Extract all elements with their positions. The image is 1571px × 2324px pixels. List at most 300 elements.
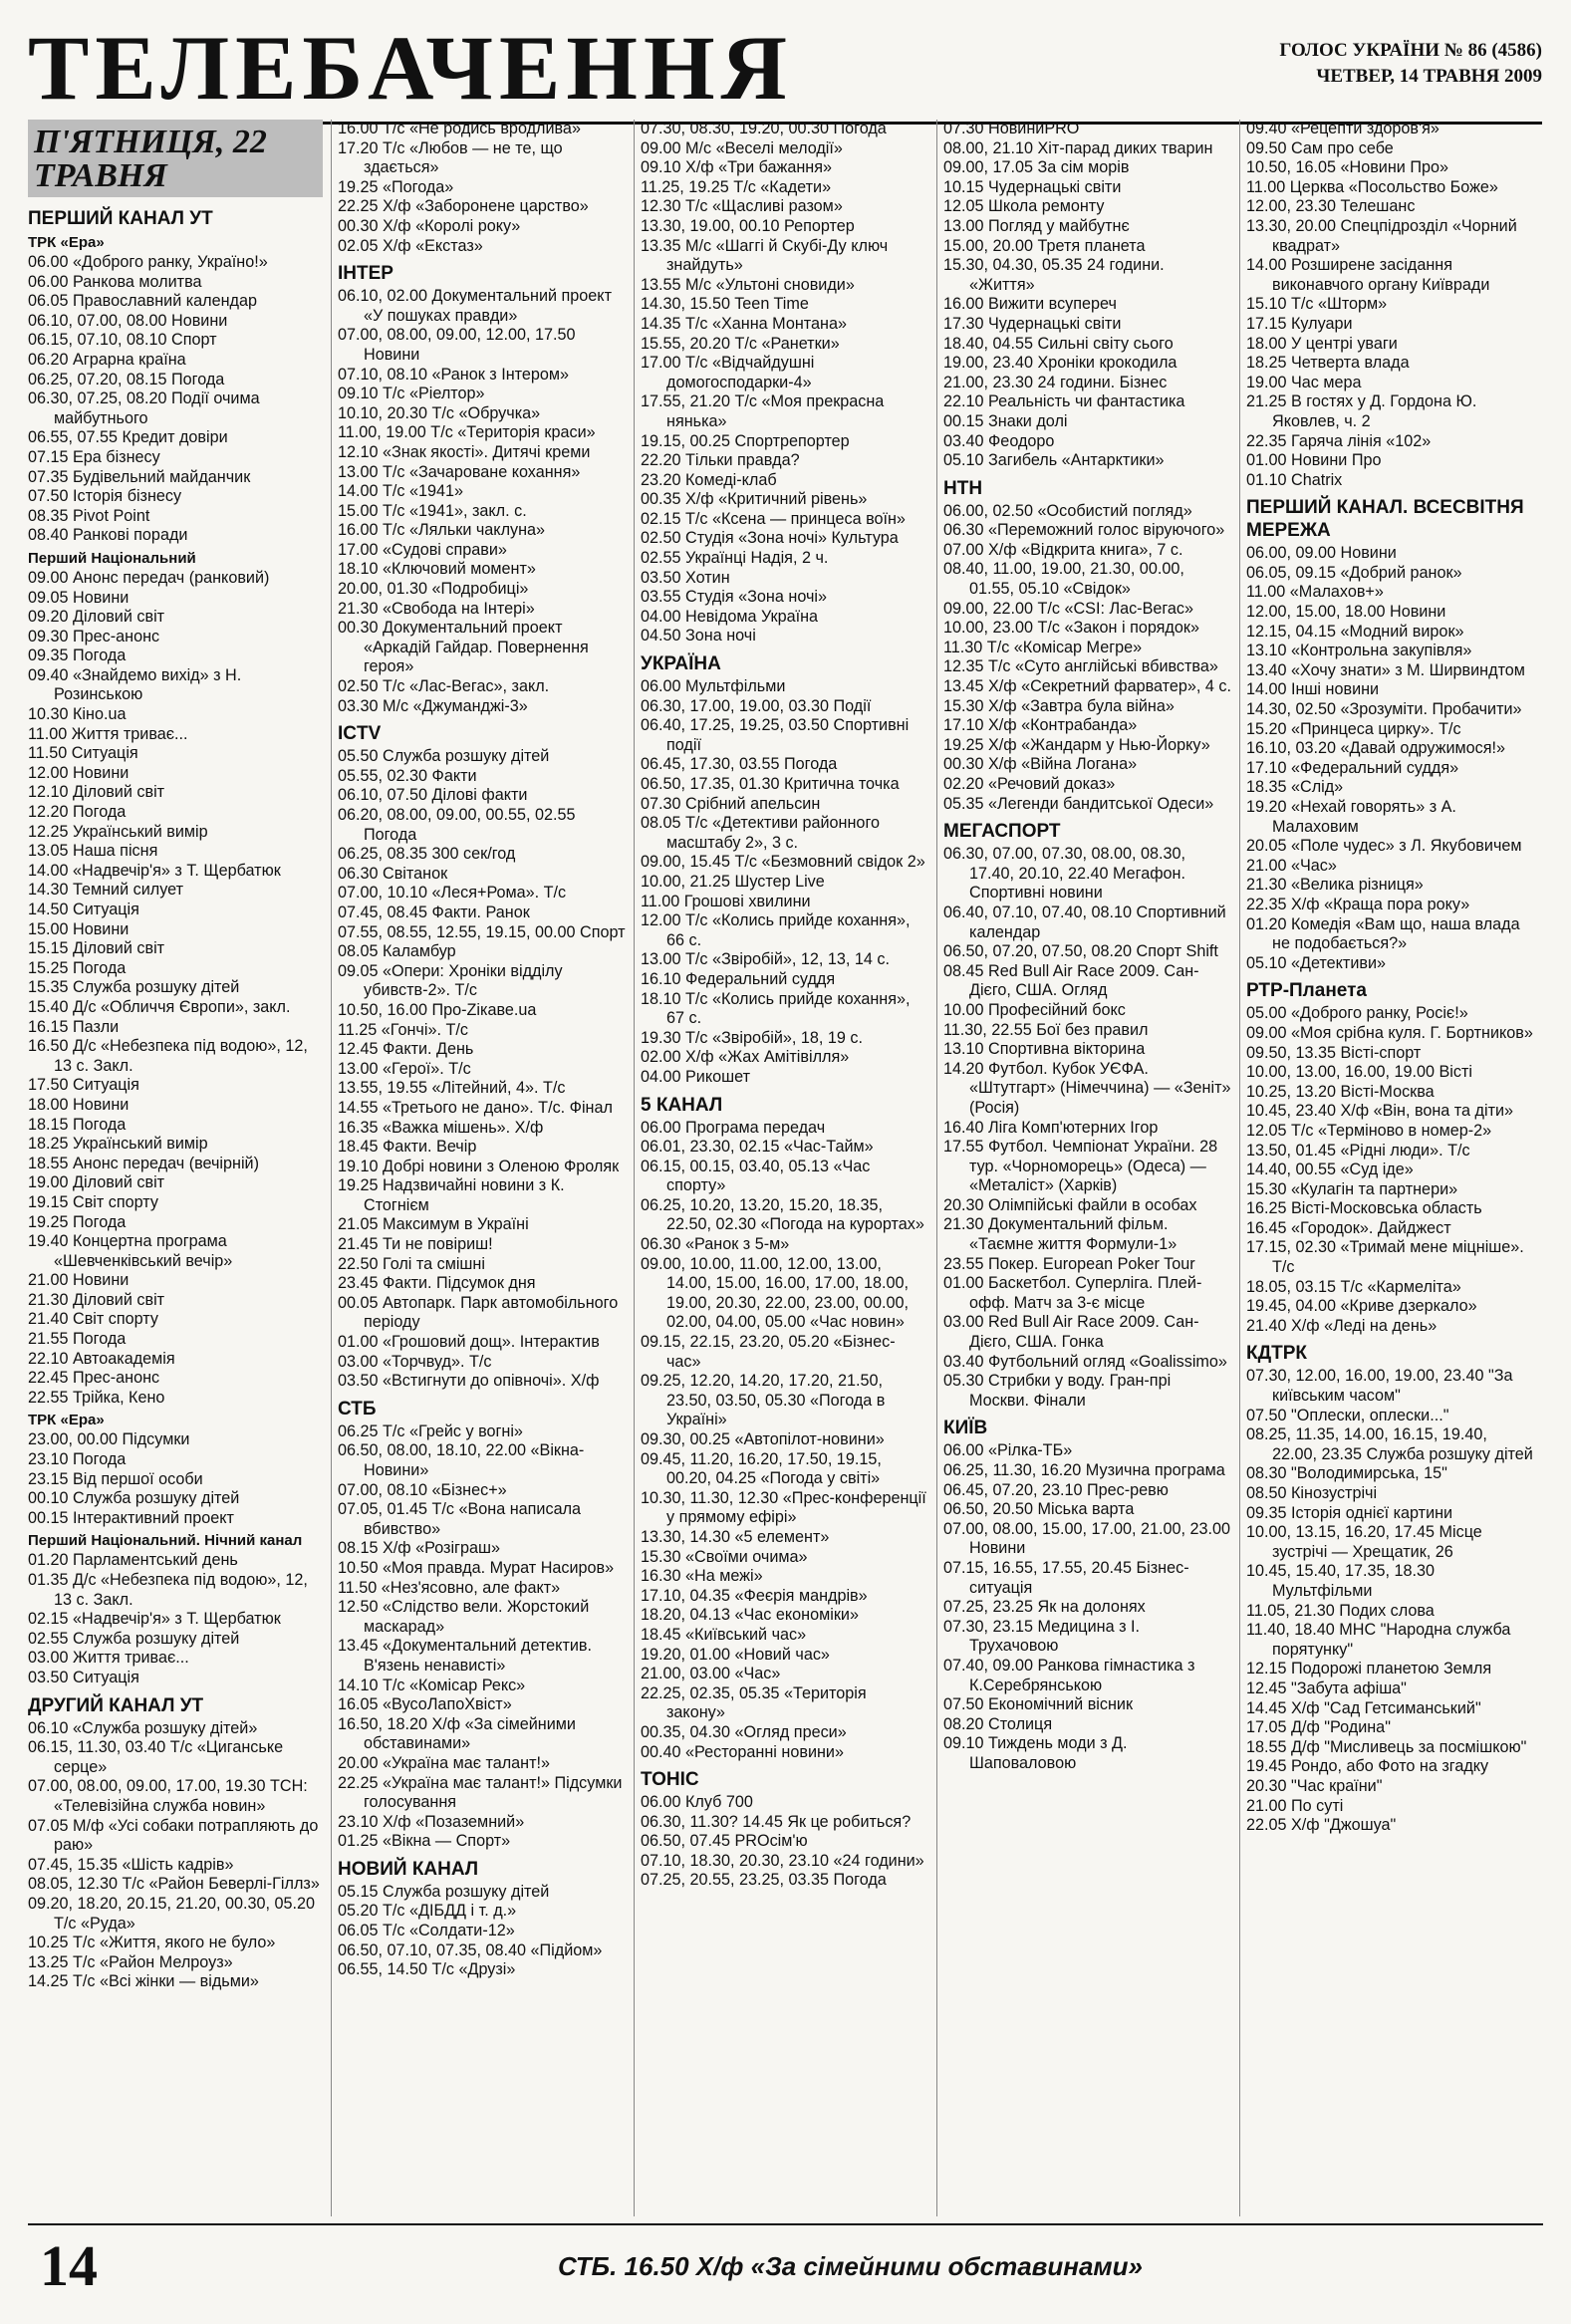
program-entry: 00.10 Служба розшуку дітей bbox=[28, 1489, 240, 1508]
program-entry: 01.00 «Грошовий дощ». Інтерактив bbox=[338, 1333, 600, 1352]
channel-name: ICTV bbox=[338, 723, 382, 745]
program-entry: 06.30, 07.00, 07.30, 08.00, 08.30, 17.40, 20.10, 22.40 Мегафон. Спортивні новини bbox=[943, 845, 1186, 903]
program-entry: 09.05 «Опери: Хроніки відділу убивств-2». Т/с bbox=[338, 961, 563, 1000]
program-entry: 22.50 Голі та смішні bbox=[338, 1254, 485, 1273]
program-entry: 22.35 Х/ф «Краща пора року» bbox=[1246, 895, 1470, 913]
program-entry: 08.40, 11.00, 19.00, 21.30, 00.00, 01.55, 05.10 «Свідок» bbox=[943, 560, 1184, 599]
program-entry: 14.00 Розширене засідання виконавчого органу Київради bbox=[1246, 256, 1490, 294]
program-entry: 15.00 Т/с «1941», закл. с. bbox=[338, 501, 527, 520]
channel-subheading: ТРК «Ера» bbox=[28, 234, 105, 251]
program-entry: 10.00, 13.15, 16.20, 17.45 Місце зустрічі — Хрещатик, 26 bbox=[1246, 1523, 1482, 1561]
program-entry: 21.30 Діловий світ bbox=[28, 1290, 165, 1309]
program-entry: 06.15, 11.30, 03.40 Т/с «Циганське серце» bbox=[28, 1738, 284, 1776]
program-entry: 17.15, 02.30 «Тримай мене міцніше». Т/с bbox=[1246, 1238, 1524, 1277]
program-entry: 02.50 Студія «Зона ночі» Культура bbox=[641, 529, 899, 548]
program-entry: 11.50 «Нез'ясовно, але факт» bbox=[338, 1578, 561, 1597]
program-entry: 05.20 Т/с «ДІБДД і т. д.» bbox=[338, 1902, 517, 1921]
day-heading: П'ЯТНИЦЯ, 22 ТРАВНЯ bbox=[28, 120, 323, 197]
program-entry: 10.45, 23.40 Х/ф «Він, вона та діти» bbox=[1246, 1102, 1514, 1121]
program-entry: 16.10, 03.20 «Давай одружимося!» bbox=[1246, 739, 1505, 758]
program-entry: 17.10 Х/ф «Контрабанда» bbox=[943, 716, 1138, 735]
program-entry: 09.00 М/с «Веселі мелодії» bbox=[641, 138, 843, 157]
program-entry: 22.25 «Україна має талант!» Підсумки голосування bbox=[338, 1773, 623, 1812]
program-entry: 21.30 Документальний фільм. «Таємне життя Формули-1» bbox=[943, 1215, 1178, 1254]
program-entry: 14.45 Х/ф "Сад Гетсиманський" bbox=[1246, 1698, 1481, 1717]
program-entry: 07.30 НовиниPRO bbox=[943, 120, 1080, 137]
program-entry: 13.10 «Контрольна закупівля» bbox=[1246, 642, 1472, 660]
program-entry: 17.10 «Федеральний суддя» bbox=[1246, 758, 1459, 777]
program-entry: 09.30 Прес-анонс bbox=[28, 627, 160, 646]
program-entry: 19.40 Концертна програма «Шевченківський вечір» bbox=[28, 1232, 233, 1270]
program-entry: 10.50, 16.05 «Новини Про» bbox=[1246, 158, 1448, 177]
program-entry: 10.15 Чудернацькі світи bbox=[943, 177, 1122, 196]
program-entry: 10.50 «Моя правда. Мурат Насиров» bbox=[338, 1558, 615, 1577]
program-entry: 06.05, 09.15 «Добрий ранок» bbox=[1246, 563, 1462, 582]
program-entry: 07.05, 01.45 Т/с «Вона написала вбивство» bbox=[338, 1500, 582, 1538]
program-entry: 06.00 Програма передач bbox=[641, 1118, 826, 1137]
program-entry: 13.45 Х/ф «Секретний фарватер», 4 с. bbox=[943, 677, 1232, 696]
program-entry: 05.30 Стрибки у воду. Гран-прі Москви. Фінали bbox=[943, 1372, 1172, 1410]
program-entry: 16.05 «ВусоЛапоХвіст» bbox=[338, 1695, 512, 1714]
program-entry: 12.00, 15.00, 18.00 Новини bbox=[1246, 603, 1446, 622]
program-entry: 06.50, 07.10, 07.35, 08.40 «Підйом» bbox=[338, 1940, 603, 1959]
program-entry: 07.00, 08.00, 15.00, 17.00, 21.00, 23.00 Новини bbox=[943, 1519, 1231, 1558]
program-entry: 11.30 Т/с «Комісар Мегре» bbox=[943, 638, 1143, 656]
program-entry: 10.10, 20.30 Т/с «Обручка» bbox=[338, 403, 541, 422]
program-entry: 03.00 Red Bull Air Race 2009. Сан-Дієго, США. Гонка bbox=[943, 1313, 1199, 1352]
program-entry: 06.00 Клуб 700 bbox=[641, 1793, 753, 1812]
program-entry: 07.30, 08.30, 19.20, 00.30 Погода bbox=[641, 120, 887, 137]
program-entry: 04.00 Невідома Україна bbox=[641, 607, 819, 626]
program-entry: 14.55 «Третього не дано». Т/с. Фінал bbox=[338, 1098, 613, 1117]
publication-issue: ГОЛОС УКРАЇНИ № 86 (4586) bbox=[1279, 40, 1542, 61]
program-entry: 14.30, 15.50 Teen Time bbox=[641, 295, 809, 314]
program-entry: 13.00 «Герої». Т/с bbox=[338, 1059, 471, 1078]
program-entry: 22.20 Тільки правда? bbox=[641, 451, 800, 470]
program-entry: 20.05 «Поле чудес» з Л. Якубовичем bbox=[1246, 837, 1522, 856]
program-entry: 06.05 Т/с «Солдати-12» bbox=[338, 1922, 515, 1940]
program-entry: 09.00 «Моя срібна куля. Г. Бортников» bbox=[1246, 1023, 1533, 1042]
program-entry: 12.00 Новини bbox=[28, 763, 130, 782]
issue-info bbox=[1279, 38, 1542, 90]
program-entry: 10.00, 13.00, 16.00, 19.00 Вісті bbox=[1246, 1063, 1473, 1082]
program-entry: 06.25, 08.35 300 сек/год bbox=[338, 845, 516, 864]
program-entry: 16.10 Федеральний суддя bbox=[641, 969, 836, 988]
program-entry: 07.10, 18.30, 20.30, 23.10 «24 години» bbox=[641, 1851, 924, 1870]
program-entry: 13.00 Погляд у майбутнє bbox=[943, 216, 1130, 235]
program-entry: 13.50, 01.45 «Рідні люди». Т/с bbox=[1246, 1141, 1470, 1160]
program-entry: 21.45 Ти не повіриш! bbox=[338, 1235, 493, 1254]
program-entry: 12.15 Подорожі планетою Земля bbox=[1246, 1660, 1492, 1678]
program-entry: 06.45, 07.20, 23.10 Прес-ревю bbox=[943, 1480, 1169, 1499]
program-entry: 00.30 Документальний проект «Аркадій Гайдар. Повернення героя» bbox=[338, 619, 589, 676]
program-entry: 07.25, 23.25 Як на долонях bbox=[943, 1598, 1146, 1617]
program-entry: 06.10, 07.00, 08.00 Новини bbox=[28, 311, 228, 330]
program-entry: 00.15 Інтерактивний проект bbox=[28, 1508, 234, 1527]
program-entry: 09.10 Т/с «Ріелтор» bbox=[338, 385, 485, 403]
channel-subheading: ТРК «Ера» bbox=[28, 1412, 105, 1429]
program-entry: 09.00, 15.45 Т/с «Безмовний свідок 2» bbox=[641, 853, 925, 872]
program-entry: 06.50, 07.45 PROсім'ю bbox=[641, 1832, 808, 1851]
program-entry: 06.30, 17.00, 19.00, 03.30 Події bbox=[641, 696, 872, 715]
program-entry: 07.15 Ера бізнесу bbox=[28, 447, 160, 466]
program-entry: 06.01, 23.30, 02.15 «Час-Тайм» bbox=[641, 1138, 874, 1157]
program-entry: 06.15, 07.10, 08.10 Спорт bbox=[28, 331, 217, 350]
program-entry: 18.45 Факти. Вечір bbox=[338, 1138, 477, 1157]
program-entry: 19.15, 00.25 Спортрепортер bbox=[641, 431, 850, 450]
program-entry: 17.15 Кулуари bbox=[1246, 314, 1353, 333]
program-entry: 16.15 Пазли bbox=[28, 1017, 120, 1036]
program-entry: 05.35 «Легенди бандитської Одеси» bbox=[943, 794, 1214, 813]
program-entry: 00.35, 04.30 «Огляд преси» bbox=[641, 1722, 847, 1741]
program-entry: 11.00 Життя триває... bbox=[28, 724, 188, 743]
channel-name: НТН bbox=[943, 477, 983, 499]
program-entry: 06.00 «Доброго ранку, Україно!» bbox=[28, 253, 268, 271]
program-entry: 14.35 Т/с «Ханна Монтана» bbox=[641, 314, 847, 333]
program-entry: 21.05 Максимум в Україні bbox=[338, 1215, 529, 1234]
program-entry: 02.55 Українці Надія, 2 ч. bbox=[641, 549, 829, 568]
program-entry: 10.00 Професійний бокс bbox=[943, 1000, 1126, 1019]
program-entry: 18.00 Новини bbox=[28, 1095, 130, 1114]
program-entry: 05.55, 02.30 Факти bbox=[338, 766, 477, 785]
program-entry: 14.00 Т/с «1941» bbox=[338, 482, 463, 501]
program-entry: 15.55, 20.20 Т/с «Ранетки» bbox=[641, 334, 840, 353]
program-entry: 10.25, 13.20 Вісті-Москва bbox=[1246, 1082, 1435, 1101]
program-entry: 09.40 «Знайдемо вихід» з Н. Розинською bbox=[28, 665, 242, 704]
program-entry: 02.50 Т/с «Лас-Вегас», закл. bbox=[338, 677, 550, 696]
listing-column-5 bbox=[1239, 120, 1542, 2216]
program-entry: 06.25, 11.30, 16.20 Музична програма bbox=[943, 1461, 1225, 1479]
program-entry: 17.30 Чудернацькі світи bbox=[943, 314, 1122, 333]
program-entry: 22.25 Х/ф «Заборонене царство» bbox=[338, 197, 589, 216]
program-entry: 12.05 Школа ремонту bbox=[943, 197, 1105, 216]
program-entry: 12.25 Український вимір bbox=[28, 822, 208, 841]
program-entry: 04.50 Зона ночі bbox=[641, 627, 756, 646]
program-entry: 09.45, 11.20, 16.20, 17.50, 19.15, 00.20, 04.25 «Погода у світі» bbox=[641, 1449, 882, 1488]
program-entry: 22.55 Трійка, Кено bbox=[28, 1388, 165, 1407]
program-entry: 07.30 Срібний апельсин bbox=[641, 794, 821, 813]
program-entry: 22.05 Х/ф "Джошуа" bbox=[1246, 1816, 1397, 1835]
program-entry: 08.35 Pivot Point bbox=[28, 506, 150, 525]
program-entry: 03.40 Феодоро bbox=[943, 431, 1055, 450]
program-entry: 18.35 «Слід» bbox=[1246, 778, 1344, 797]
program-entry: 21.00 Новини bbox=[28, 1271, 130, 1290]
program-entry: 07.35 Будівельний майданчик bbox=[28, 467, 251, 486]
program-entry: 12.45 Факти. День bbox=[338, 1040, 474, 1059]
program-entry: 16.00 Вижити всупереч bbox=[943, 295, 1117, 314]
program-entry: 11.25 «Гончі». Т/с bbox=[338, 1020, 468, 1039]
program-entry: 09.35 Погода bbox=[28, 646, 127, 665]
program-entry: 05.10 «Детективи» bbox=[1246, 953, 1387, 972]
program-entry: 08.15 Х/ф «Розіграш» bbox=[338, 1539, 500, 1558]
program-entry: 12.00 Т/с «Колись прийде кохання», 66 с. bbox=[641, 911, 911, 949]
program-entry: 21.40 Х/ф «Леді на день» bbox=[1246, 1316, 1438, 1335]
program-entry: 15.30 «Своїми очима» bbox=[641, 1547, 808, 1566]
program-entry: 12.15, 04.15 «Модний вирок» bbox=[1246, 622, 1464, 641]
program-entry: 20.00 «Україна має талант!» bbox=[338, 1753, 551, 1772]
program-entry: 18.05, 03.15 Т/с «Кармеліта» bbox=[1246, 1277, 1461, 1296]
program-entry: 21.00 «Час» bbox=[1246, 856, 1337, 875]
program-entry: 06.40, 17.25, 19.25, 03.50 Спортивні події bbox=[641, 716, 910, 754]
program-entry: 07.00, 08.10 «Бізнес+» bbox=[338, 1480, 507, 1499]
program-entry: 18.40, 04.55 Сильні світу сього bbox=[943, 334, 1174, 353]
program-entry: 13.45 «Документальний детектив. В'язень ненависті» bbox=[338, 1637, 593, 1675]
program-entry: 14.20 Футбол. Кубок УЄФА. «Штутгарт» (Німеччина) — «Зеніт» (Росія) bbox=[943, 1059, 1231, 1117]
program-entry: 13.30, 14.30 «5 елемент» bbox=[641, 1527, 830, 1546]
program-entry: 08.05, 12.30 Т/с «Район Беверлі-Гіллз» bbox=[28, 1875, 320, 1894]
program-entry: 13.25 Т/с «Район Мелроуз» bbox=[28, 1952, 233, 1971]
program-entry: 11.05, 21.30 Подих слова bbox=[1246, 1601, 1435, 1620]
channel-name: КИЇВ bbox=[943, 1418, 988, 1439]
channel-name: ПЕРШИЙ КАНАЛ УТ bbox=[28, 208, 213, 229]
program-entry: 06.50, 20.50 Міська варта bbox=[943, 1500, 1135, 1519]
program-entry: 06.20, 08.00, 09.00, 00.55, 02.55 Погода bbox=[338, 806, 576, 844]
program-entry: 14.00 Інші новини bbox=[1246, 680, 1380, 699]
program-entry: 13.30, 20.00 Спецпідрозділ «Чорний квадрат» bbox=[1246, 216, 1517, 255]
program-entry: 15.25 Погода bbox=[28, 958, 127, 977]
program-entry: 05.50 Служба розшуку дітей bbox=[338, 747, 550, 766]
program-entry: 08.40 Ранкові поради bbox=[28, 526, 188, 545]
program-entry: 19.20, 01.00 «Новий час» bbox=[641, 1645, 830, 1664]
program-entry: 18.55 Анонс передач (вечірній) bbox=[28, 1154, 259, 1172]
program-entry: 17.05 Д/ф "Родина" bbox=[1246, 1718, 1391, 1737]
program-entry: 00.35 Х/ф «Критичний рівень» bbox=[641, 490, 868, 509]
program-entry: 01.25 «Вікна — Спорт» bbox=[338, 1832, 511, 1851]
program-entry: 05.10 Загибель «Антарктики» bbox=[943, 451, 1165, 470]
program-entry: 11.00 Церква «Посольство Боже» bbox=[1246, 177, 1498, 196]
program-entry: 01.35 Д/с «Небезпека під водою», 12, 13 с. Закл. bbox=[28, 1571, 308, 1609]
program-entry: 13.30, 19.00, 00.10 Репортер bbox=[641, 216, 855, 235]
program-entry: 13.55 М/с «Ультоні сновиди» bbox=[641, 275, 855, 294]
program-entry: 15.30, 04.30, 05.35 24 години. «Життя» bbox=[943, 256, 1165, 294]
program-entry: 16.50 Д/с «Небезпека під водою», 12, 13 с. Закл. bbox=[28, 1037, 308, 1075]
program-entry: 07.55, 08.55, 12.55, 19.15, 00.00 Спорт bbox=[338, 922, 626, 941]
program-entry: 16.00 Т/с «Не родись вродлива» bbox=[338, 120, 581, 137]
program-entry: 14.10 Т/с «Комісар Рекс» bbox=[338, 1676, 526, 1694]
program-entry: 19.45 Рондо, або Фото на згадку bbox=[1246, 1757, 1489, 1776]
program-entry: 06.30 «Ранок з 5-м» bbox=[641, 1235, 790, 1254]
program-entry: 01.00 Новини Про bbox=[1246, 451, 1382, 470]
program-entry: 09.00, 17.05 За сім морів bbox=[943, 158, 1130, 177]
program-entry: 00.30 Х/ф «Королі року» bbox=[338, 216, 521, 235]
program-entry: 01.10 Chatrix bbox=[1246, 470, 1343, 489]
program-entry: 09.00 Анонс передач (ранковий) bbox=[28, 568, 270, 587]
program-entry: 06.20 Аграрна країна bbox=[28, 350, 186, 369]
program-entry: 09.10 Тиждень моди з Д. Шаповаловою bbox=[943, 1734, 1128, 1772]
program-entry: 21.55 Погода bbox=[28, 1330, 127, 1349]
program-entry: 22.25, 02.35, 05.35 «Територія закону» bbox=[641, 1683, 867, 1722]
program-entry: 07.00, 08.00, 09.00, 12.00, 17.50 Новини bbox=[338, 326, 576, 364]
channel-name: НОВИЙ КАНАЛ bbox=[338, 1858, 479, 1880]
program-entry: 14.30 Темний силует bbox=[28, 881, 184, 900]
program-entry: 12.45 "Забута афіша" bbox=[1246, 1678, 1407, 1697]
channel-name: МЕГАСПОРТ bbox=[943, 821, 1061, 843]
program-entry: 20.30 Олімпійські файли в особах bbox=[943, 1195, 1197, 1214]
program-entry: 22.10 Реальність чи фантастика bbox=[943, 392, 1185, 411]
program-entry: 06.50, 17.35, 01.30 Критична точка bbox=[641, 775, 900, 793]
program-entry: 13.00 Т/с «Звіробій», 12, 13, 14 с. bbox=[641, 950, 890, 969]
program-entry: 16.40 Ліга Комп'ютерних Ігор bbox=[943, 1118, 1159, 1137]
program-entry: 15.00 Новини bbox=[28, 919, 130, 938]
program-entry: 02.05 Х/ф «Екстаз» bbox=[338, 236, 483, 255]
program-entry: 06.25 Т/с «Грейс у вогні» bbox=[338, 1421, 523, 1440]
program-entry: 23.10 Погода bbox=[28, 1450, 127, 1469]
program-entry: 21.40 Світ спорту bbox=[28, 1310, 159, 1329]
program-entry: 23.10 Х/ф «Позаземний» bbox=[338, 1812, 525, 1831]
program-entry: 01.20 Парламентський день bbox=[28, 1551, 238, 1570]
channel-name: РТР-Планета bbox=[1246, 980, 1367, 1002]
program-entry: 14.50 Ситуація bbox=[28, 901, 139, 918]
program-entry: 11.00, 19.00 Т/с «Територія краси» bbox=[338, 423, 596, 442]
program-entry: 07.40, 09.00 Ранкова гімнастика з К.Серебрянською bbox=[943, 1656, 1195, 1694]
program-entry: 22.35 Гаряча лінія «102» bbox=[1246, 431, 1432, 450]
program-entry: 15.00, 20.00 Третя планета bbox=[943, 236, 1146, 255]
listing-column-3 bbox=[634, 120, 936, 2216]
program-entry: 08.45 Red Bull Air Race 2009. Сан-Дієго, США. Огляд bbox=[943, 961, 1199, 1000]
program-entry: 18.15 Погода bbox=[28, 1115, 127, 1134]
program-entry: 08.50 Кінозустрічі bbox=[1246, 1484, 1378, 1502]
program-entry: 06.30, 11.30? 14.45 Як це робиться? bbox=[641, 1812, 912, 1831]
program-entry: 06.25, 07.20, 08.15 Погода bbox=[28, 370, 225, 388]
program-entry: 12.50 «Слідство вели. Жорстокий маскарад» bbox=[338, 1598, 590, 1636]
program-entry: 11.40, 18.40 МНС "Народна служба порятунку" bbox=[1246, 1621, 1511, 1659]
program-entry: 06.30, 07.25, 08.20 Події очима майбутнього bbox=[28, 389, 260, 427]
listing-column-2 bbox=[331, 120, 634, 2216]
program-entry: 06.10 «Служба розшуку дітей» bbox=[28, 1718, 258, 1737]
program-entry: 10.00, 21.25 Шустер Live bbox=[641, 872, 825, 891]
program-entry: 23.00, 00.00 Підсумки bbox=[28, 1430, 190, 1449]
program-entry: 21.30 «Свобода на Інтері» bbox=[338, 599, 535, 618]
program-entry: 18.25 Український вимір bbox=[28, 1135, 208, 1154]
program-entry: 21.00, 23.30 24 години. Бізнес bbox=[943, 373, 1168, 391]
program-entry: 15.40 Д/с «Обличчя Європи», закл. bbox=[28, 997, 291, 1016]
program-entry: 03.30 М/с «Джуманджі-3» bbox=[338, 696, 528, 715]
program-entry: 19.00 Час мера bbox=[1246, 373, 1362, 391]
program-entry: 19.20 «Нехай говорять» з А. Малаховим bbox=[1246, 798, 1456, 836]
program-entry: 06.30 Світанок bbox=[338, 864, 448, 883]
program-entry: 21.00, 03.00 «Час» bbox=[641, 1665, 781, 1683]
program-entry: 17.50 Ситуація bbox=[28, 1076, 139, 1095]
program-entry: 06.30 «Переможний голос віруючого» bbox=[943, 521, 1225, 540]
program-entry: 06.45, 17.30, 03.55 Погода bbox=[641, 755, 838, 774]
program-entry: 12.05 Т/с «Терміново в номер-2» bbox=[1246, 1121, 1492, 1140]
program-entry: 08.25, 11.35, 14.00, 16.15, 19.40, 22.00, 23.35 Служба розшуку дітей bbox=[1246, 1425, 1533, 1463]
program-entry: 05.00 «Доброго ранку, Росіє!» bbox=[1246, 1004, 1468, 1023]
program-entry: 04.00 Рикошет bbox=[641, 1067, 750, 1086]
program-entry: 15.30 Х/ф «Завтра була війна» bbox=[943, 696, 1175, 715]
program-entry: 09.25, 12.20, 14.20, 17.20, 21.50, 23.50, 03.50, 05.30 «Погода в Україні» bbox=[641, 1372, 886, 1429]
program-entry: 18.55 Д/ф "Мисливець за посмішкою" bbox=[1246, 1737, 1527, 1756]
program-entry: 02.55 Служба розшуку дітей bbox=[28, 1629, 240, 1648]
channel-name: ПЕРШИЙ КАНАЛ. ВСЕСВІТНЯ МЕРЕЖА bbox=[1246, 497, 1524, 542]
program-entry: 09.00, 22.00 Т/с «CSI: Лас-Вегас» bbox=[943, 599, 1194, 618]
program-entry: 10.30, 11.30, 12.30 «Прес-конференції у прямому ефірі» bbox=[641, 1488, 926, 1527]
program-entry: 19.25 Х/ф «Жандарм у Нью-Йорку» bbox=[943, 735, 1210, 754]
program-entry: 06.55, 07.55 Кредит довіри bbox=[28, 428, 228, 447]
program-entry: 07.50 Історія бізнесу bbox=[28, 487, 182, 506]
program-entry: 06.00, 09.00 Новини bbox=[1246, 544, 1397, 563]
program-entry: 19.10 Добрі новини з Оленою Фроляк bbox=[338, 1157, 620, 1175]
program-entry: 08.05 Каламбур bbox=[338, 942, 456, 961]
program-entry: 09.05 Новини bbox=[28, 588, 130, 607]
program-entry: 09.20, 18.20, 20.15, 21.20, 00.30, 05.20 Т/с «Руда» bbox=[28, 1894, 316, 1933]
program-entry: 22.45 Прес-анонс bbox=[28, 1369, 160, 1388]
program-entry: 23.15 Від першої особи bbox=[28, 1469, 203, 1488]
program-entry: 06.40, 07.10, 07.40, 08.10 Спортивний календар bbox=[943, 903, 1226, 941]
channel-name: ТОНІС bbox=[641, 1769, 699, 1791]
program-entry: 11.50 Ситуація bbox=[28, 744, 138, 763]
program-entry: 16.00 Т/с «Ляльки чаклуна» bbox=[338, 521, 546, 540]
program-entry: 03.50 Хотин bbox=[641, 568, 730, 587]
channel-subheading: Перший Національний. Нічний канал bbox=[28, 1532, 303, 1550]
program-entry: 12.35 Т/с «Суто англійські вбивства» bbox=[943, 657, 1218, 676]
program-entry: 14.30, 02.50 «Зрозуміти. Пробачити» bbox=[1246, 700, 1522, 719]
program-entry: 09.35 Історія однієї картини bbox=[1246, 1503, 1453, 1522]
program-entry: 06.15, 00.15, 03.40, 05.13 «Час спорту» bbox=[641, 1157, 871, 1195]
program-entry: 10.30 Кіно.ua bbox=[28, 705, 127, 724]
program-entry: 07.15, 16.55, 17.55, 20.45 Бізнес-ситуація bbox=[943, 1558, 1189, 1597]
program-entry: 19.15 Світ спорту bbox=[28, 1192, 159, 1211]
program-entry: 20.30 "Час країни" bbox=[1246, 1776, 1383, 1795]
program-entry: 07.30, 23.15 Медицина з І. Трухачовою bbox=[943, 1617, 1140, 1656]
program-entry: 17.10, 04.35 «Феєрія мандрів» bbox=[641, 1586, 868, 1605]
program-entry: 19.25 Погода bbox=[28, 1212, 127, 1231]
masthead bbox=[28, 18, 1542, 128]
program-entry: 12.20 Погода bbox=[28, 803, 127, 822]
program-entry: 13.05 Наша пісня bbox=[28, 842, 158, 861]
program-entry: 15.35 Служба розшуку дітей bbox=[28, 978, 240, 997]
program-entry: 02.20 «Речовий доказ» bbox=[943, 775, 1116, 793]
channel-name: ІНТЕР bbox=[338, 263, 393, 285]
program-entry: 19.30 Т/с «Звіробій», 18, 19 с. bbox=[641, 1028, 863, 1047]
channel-name: ДРУГИЙ КАНАЛ УТ bbox=[28, 1694, 204, 1716]
program-entry: 03.50 «Встигнути до опівночі». Х/ф bbox=[338, 1372, 600, 1391]
issue-date: ЧЕТВЕР, 14 ТРАВНЯ 2009 bbox=[1316, 66, 1542, 87]
program-entry: 09.40 «Рецепти здоров'я» bbox=[1246, 120, 1440, 137]
program-entry: 00.05 Автопарк. Парк автомобільного періоду bbox=[338, 1293, 619, 1332]
program-entry: 00.15 Знаки долі bbox=[943, 411, 1068, 430]
program-entry: 21.00 По суті bbox=[1246, 1796, 1344, 1815]
channel-name: 5 КАНАЛ bbox=[641, 1094, 723, 1116]
program-entry: 16.50, 18.20 Х/ф «За сімейними обставинами» bbox=[338, 1714, 576, 1753]
program-entry: 19.00 Діловий світ bbox=[28, 1173, 165, 1192]
program-entry: 06.00 «Рілка-ТБ» bbox=[943, 1441, 1073, 1460]
program-entry: 03.55 Студія «Зона ночі» bbox=[641, 588, 827, 607]
program-entry: 02.15 «Надвечір'я» з Т. Щербатюк bbox=[28, 1610, 281, 1629]
program-entry: 06.10, 02.00 Документальний проект «У пошуках правди» bbox=[338, 287, 612, 325]
program-entry: 15.15 Діловий світ bbox=[28, 939, 165, 958]
program-entry: 07.50 "Оплески, оплески..." bbox=[1246, 1406, 1449, 1424]
program-entry: 16.30 «На межі» bbox=[641, 1567, 763, 1586]
program-entry: 07.25, 20.55, 23.25, 03.35 Погода bbox=[641, 1871, 887, 1890]
program-entry: 17.20 Т/с «Любов — не те, що здається» bbox=[338, 138, 563, 177]
program-entry: 17.00 «Судові справи» bbox=[338, 540, 507, 559]
program-entry: 20.00, 01.30 «Подробиці» bbox=[338, 580, 529, 599]
program-entry: 17.55, 21.20 Т/с «Моя прекрасна нянька» bbox=[641, 392, 885, 430]
program-entry: 23.45 Факти. Підсумок дня bbox=[338, 1274, 536, 1293]
channel-name: СТБ bbox=[338, 1398, 377, 1420]
program-entry: 12.00, 23.30 Телешанс bbox=[1246, 197, 1416, 216]
program-entry: 18.20, 04.13 «Час економіки» bbox=[641, 1606, 859, 1625]
program-entry: 12.10 «Знак якості». Дитячі креми bbox=[338, 442, 591, 461]
program-entry: 10.45, 15.40, 17.35, 18.30 Мультфільми bbox=[1246, 1562, 1436, 1600]
program-entry: 07.00 Х/ф «Відкрита книга», 7 с. bbox=[943, 540, 1183, 559]
program-entry: 19.45, 04.00 «Криве дзеркало» bbox=[1246, 1297, 1477, 1316]
program-entry: 00.30 Х/ф «Війна Логана» bbox=[943, 755, 1138, 774]
channel-name: КДТРК bbox=[1246, 1343, 1308, 1365]
program-entry: 05.15 Служба розшуку дітей bbox=[338, 1882, 550, 1901]
program-entry: 12.10 Діловий світ bbox=[28, 783, 165, 802]
